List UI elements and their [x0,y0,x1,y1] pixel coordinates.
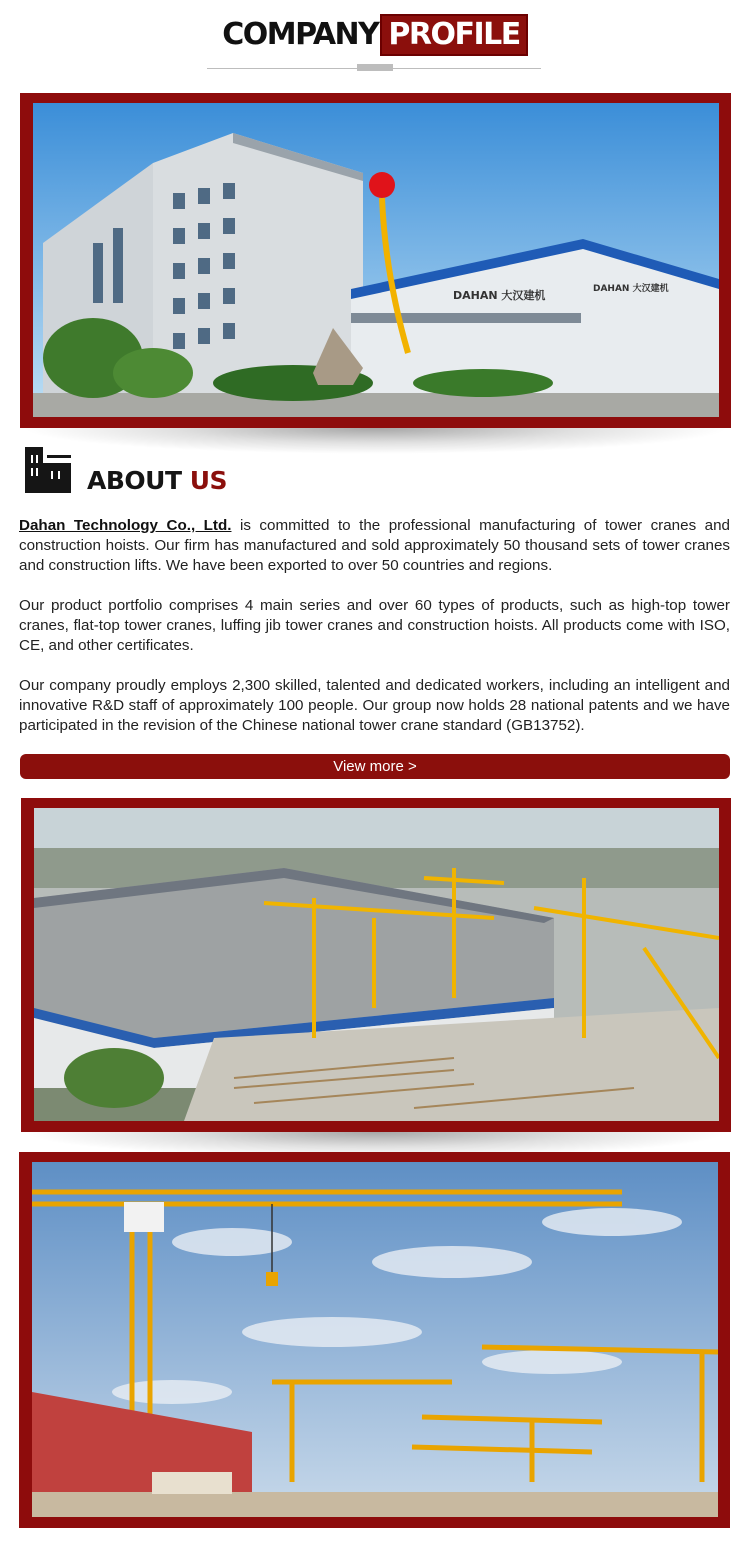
tower-cranes-illustration [32,1162,718,1517]
view-more-button[interactable]: View more > [20,754,730,779]
us-word: US [189,466,228,495]
title-word-company: COMPANY [222,17,379,52]
crane-hook [266,1272,278,1286]
factory-aerial-illustration [34,808,719,1121]
factory-photo-frame [21,798,731,1132]
building-icon [25,447,71,493]
headquarters-photo [33,103,719,417]
factory-sign-2: DAHAN 大汉建机 [593,284,669,294]
about-paragraph-3: Our company proudly employs 2,300 skilled, talented and dedicated workers, including an intelligent and innovative R&D staff of approximately 100 people. Our group now holds 28 national patents and we have participated in the revision of the Chinese national tower crane standard (GB13752). [19,677,730,734]
photo-shadow [20,428,731,454]
page-title [222,14,528,56]
title-word-profile: PROFILE [380,14,527,56]
factory-sign-1: DAHAN 大汉建机 [453,289,546,302]
about-word: ABOUT [87,466,182,495]
about-paragraph-2: Our product portfolio comprises 4 main series and over 60 types of products, such as high-top tower cranes, flat-top tower cranes, luffing jib tower cranes and construction hoists. All products come with ISO, CE, and other certificates. [19,597,730,654]
tower-cranes-photo [32,1162,718,1517]
header-divider-tick [357,64,393,71]
company-name: Dahan Technology Co., Ltd. [19,517,232,534]
section-header [0,14,750,56]
red-balloon [369,172,395,198]
cranes-photo-frame [19,1152,730,1528]
headquarters-illustration [33,103,719,417]
about-us-heading [87,466,227,495]
about-paragraph-1 [19,516,730,576]
about-paragraph-1-text: is committed to the professional manufacturing of tower cranes and construction hoists. Our firm has manufactured and sold approximately 50 thousand sets of tower cranes and construction lifts. We have been exported to over 50 countries and regions. [19,517,730,574]
headquarters-photo-frame [20,93,731,428]
factory-aerial-photo [34,808,719,1121]
